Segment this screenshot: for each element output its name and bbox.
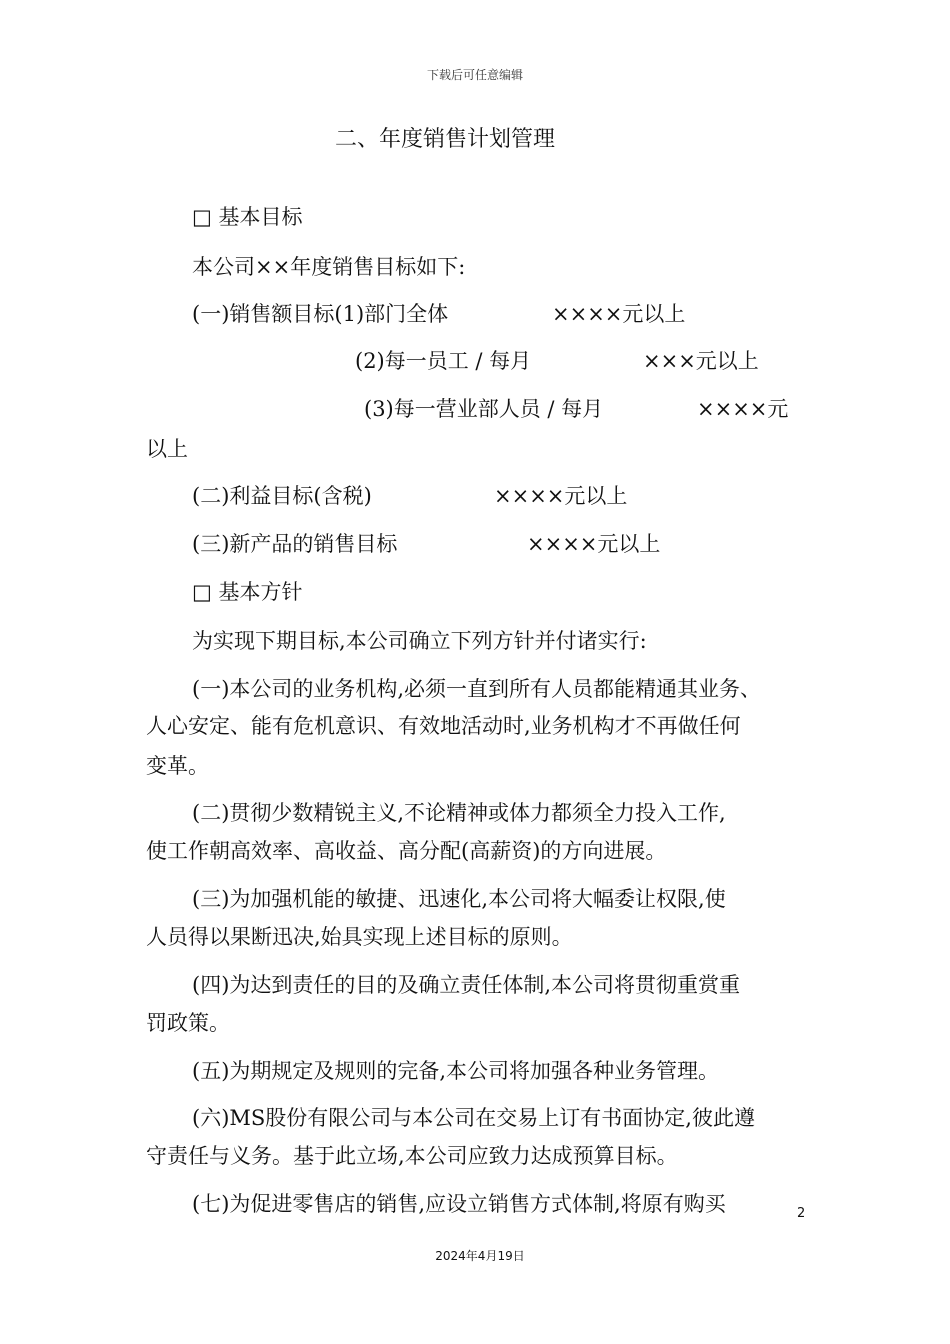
paragraph-line: (五)为期规定及规则的完备,本公司将加强各种业务管理。	[192, 1059, 720, 1083]
heading-basic-policy: □ 基本方针	[192, 580, 303, 604]
paragraph-line: (三)新产品的销售目标	[192, 532, 398, 556]
page-number: 2	[797, 1206, 806, 1221]
target-value: ×××元以上	[643, 349, 759, 373]
paragraph-line: (2)每一员工 / 每月	[355, 349, 532, 373]
paragraph-line: (二)贯彻少数精锐主义,不论精神或体力都须全力投入工作,	[192, 801, 726, 825]
target-value: ××××元以上	[527, 532, 661, 556]
page-footer-date: 2024年4月19日	[435, 1249, 525, 1263]
paragraph-line: 守责任与义务。基于此立场,本公司应致力达成预算目标。	[146, 1144, 678, 1168]
paragraph-line: (三)为加强机能的敏捷、迅速化,本公司将大幅委让权限,使	[192, 887, 726, 911]
paragraph-line: 使工作朝高效率、高收益、高分配(高薪资)的方向进展。	[146, 839, 667, 863]
paragraph-line: 以上	[146, 437, 188, 461]
paragraph-line: 本公司××年度销售目标如下:	[192, 255, 466, 279]
section-title: 二、年度销售计划管理	[334, 127, 555, 152]
heading-basic-goal: □ 基本目标	[192, 205, 303, 229]
target-value: ××××元以上	[552, 302, 686, 326]
target-value: ××××元以上	[494, 484, 628, 508]
paragraph-line: 变革。	[146, 754, 209, 778]
paragraph-line: (七)为促进零售店的销售,应设立销售方式体制,将原有购买	[192, 1192, 726, 1216]
paragraph-line: (六)MS股份有限公司与本公司在交易上订有书面协定,彼此遵	[192, 1106, 755, 1130]
paragraph-line: 人员得以果断迅决,始具实现上述目标的原则。	[146, 925, 573, 949]
page-header: 下载后可任意编辑	[426, 68, 523, 82]
paragraph-line: (3)每一营业部人员 / 每月	[364, 397, 604, 421]
paragraph-line: (四)为达到责任的目的及确立责任体制,本公司将贯彻重赏重	[192, 973, 741, 997]
paragraph-line: 人心安定、能有危机意识、有效地活动时,业务机构才不再做任何	[146, 714, 741, 738]
paragraph-line: 罚政策。	[146, 1011, 230, 1035]
paragraph-line: 为实现下期目标,本公司确立下列方针并付诸实行:	[192, 629, 647, 653]
paragraph-line: (一)本公司的业务机构,必须一直到所有人员都能精通其业务、	[192, 677, 762, 701]
paragraph-line: (二)利益目标(含税)	[192, 484, 372, 508]
target-value: ××××元	[697, 397, 789, 421]
paragraph-line: (一)销售额目标(1)部门全体	[192, 302, 449, 326]
